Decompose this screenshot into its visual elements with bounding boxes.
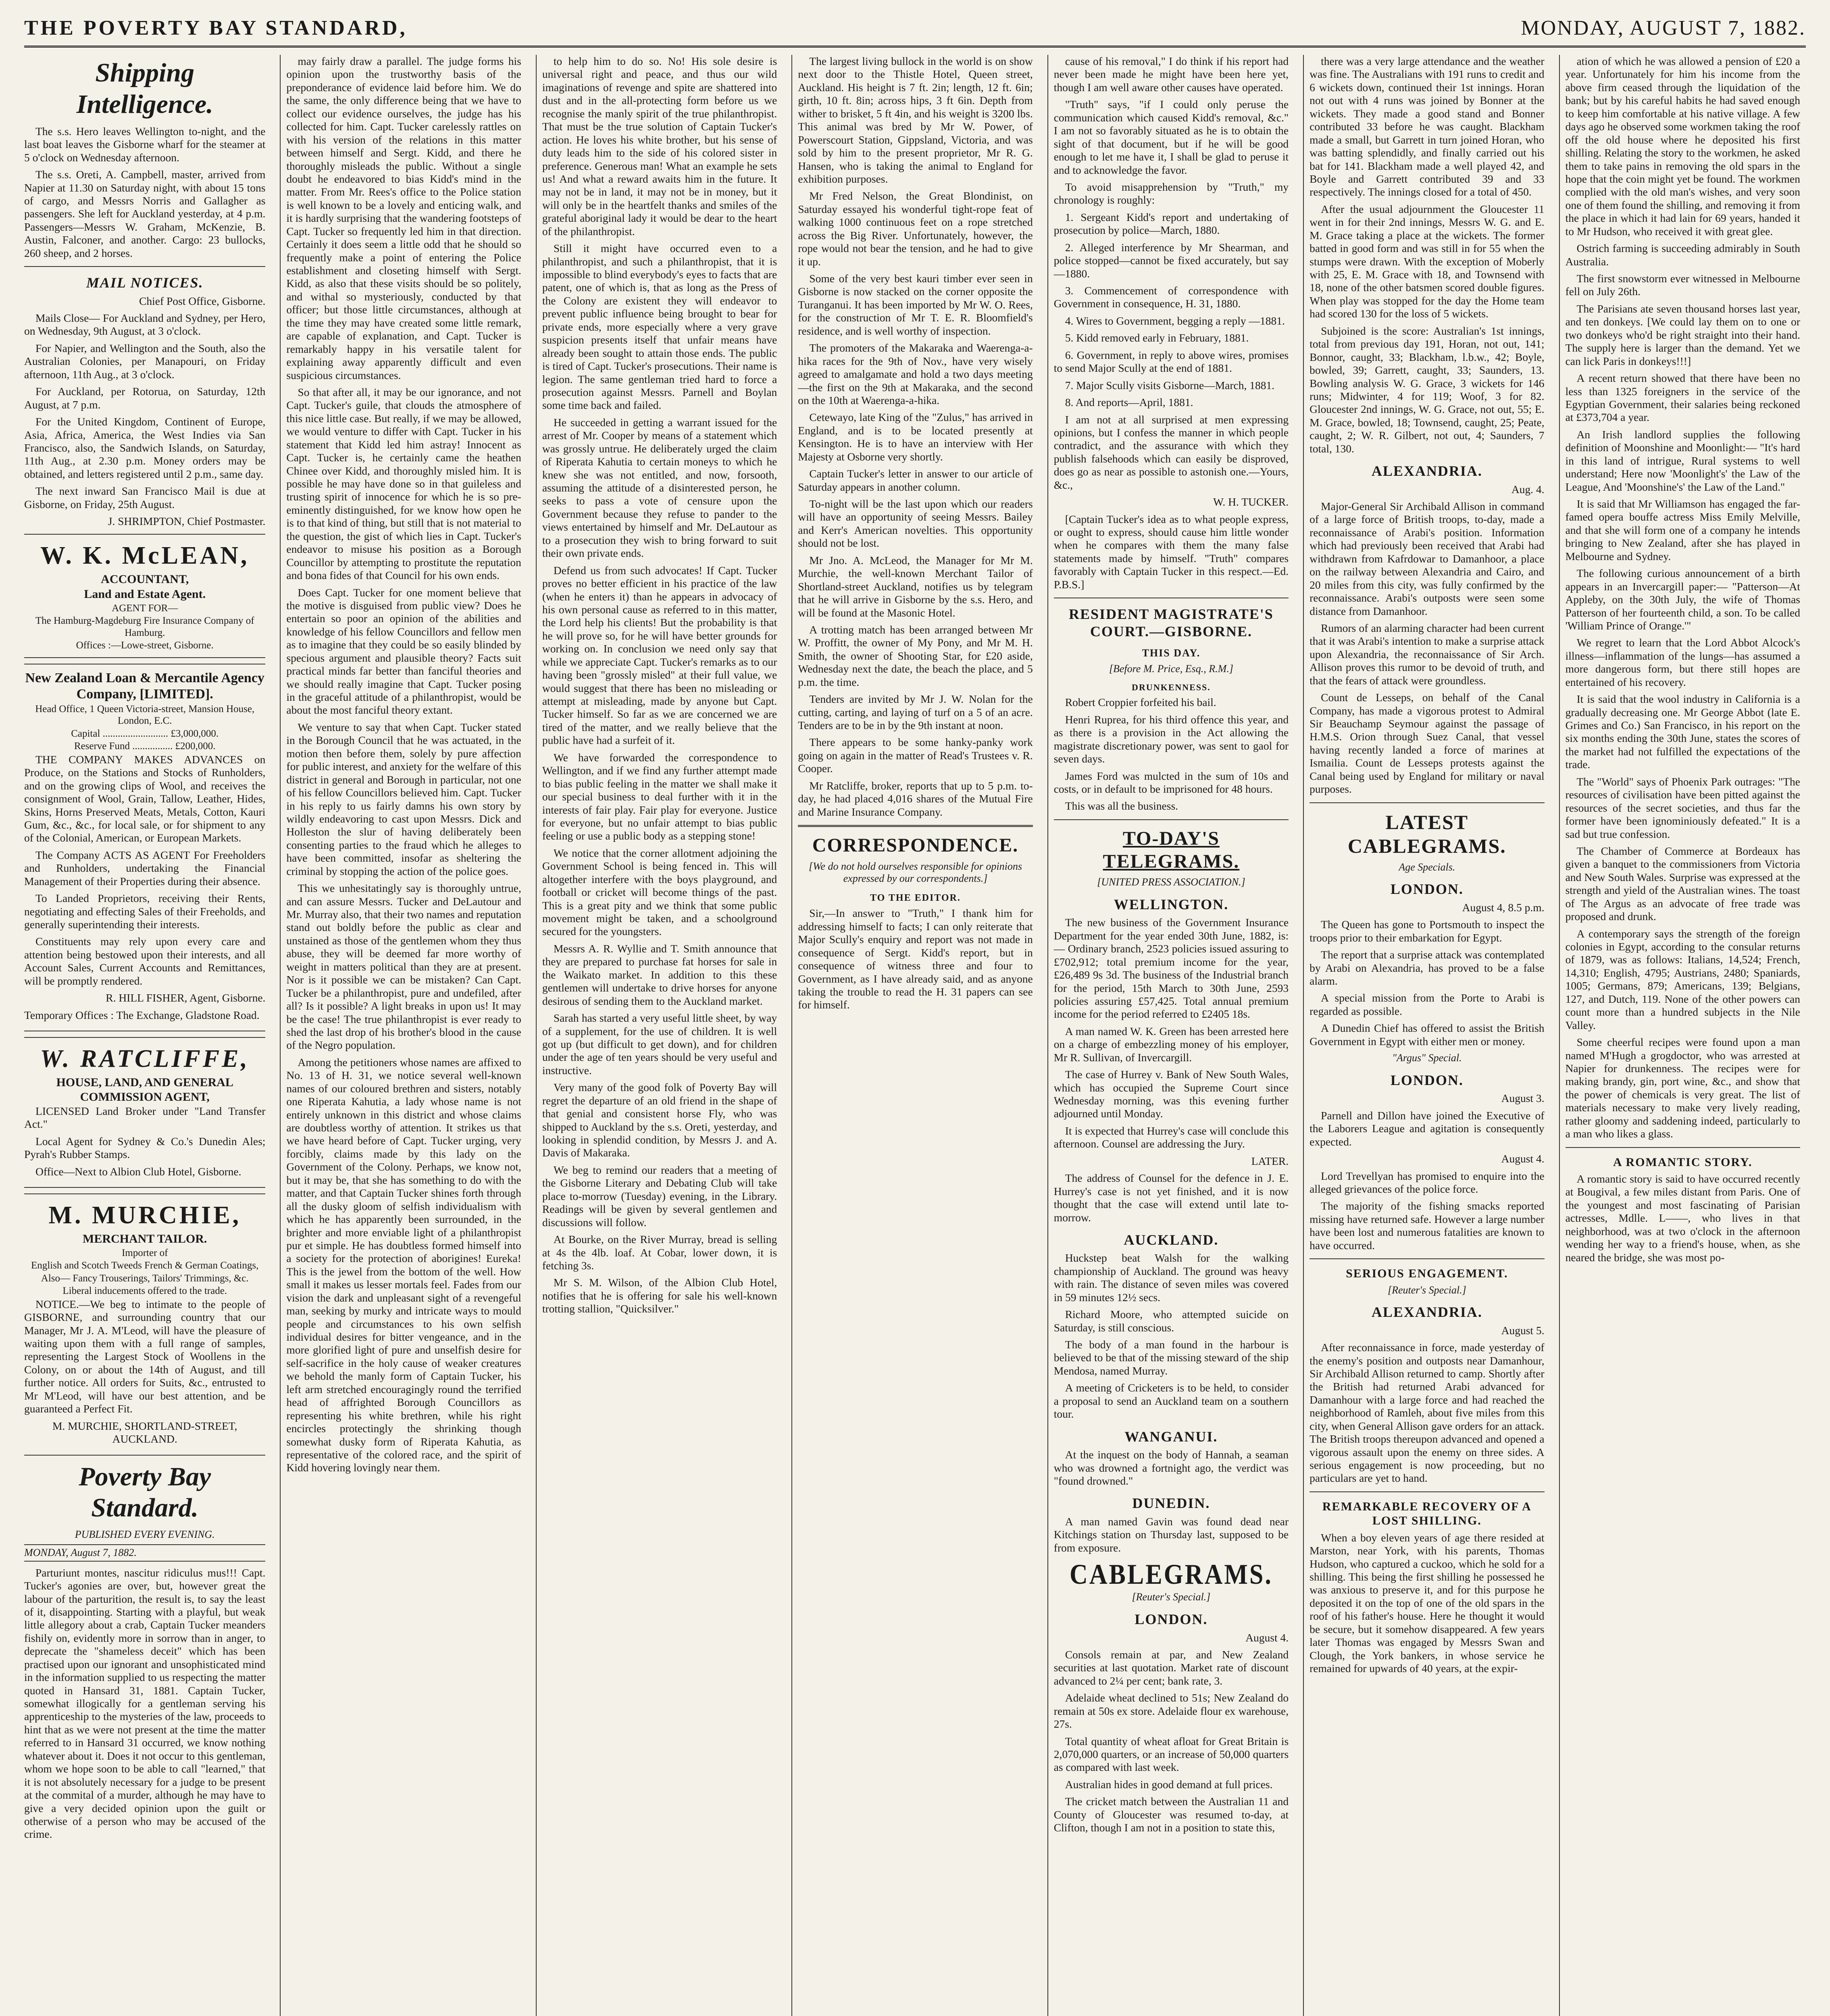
rm-court-heading: RESIDENT MAGISTRATE'S COURT.—GISBORNE. <box>1069 606 1274 639</box>
london-body <box>1054 1648 1289 1835</box>
paragraph: 2. Alleged interference by Mr Shearman, and police stopped—cannot be fixed accurately, but say—1880. <box>1053 241 1289 280</box>
alexandria2-body: After reconnaissance in force, made yesterday of the enemy's position and outposts near Damanhour, Sir Archibald Allison returned to camp. Shortly after the British had returned Arabi advanced for Damanhour with a large force and had reached the neighborhood of Ramleh, about five miles from this city, when General Allison gave orders for an attack. The British troops thereupon advanced and opened a vigorous assault upon the enemy on three sides. A serious engagement is now proceeding, but no particulars are yet to hand. <box>1310 1341 1545 1485</box>
divider <box>1310 1491 1544 1492</box>
paragraph: A man named W. K. Green has been arrested here on a charge of embezzling money of his employer, Mr R. Sullivan, of Invercargill. <box>1053 1025 1289 1064</box>
paragraph: Importer of <box>121 1247 168 1258</box>
paragraph: This was all the business. <box>1065 800 1178 812</box>
dunedin-heading: DUNEDIN. <box>1132 1495 1210 1512</box>
ad-ratcliffe <box>24 1037 265 1188</box>
paragraph: The cricket match between the Australian 11 and County of Gloucester was resumed to-day, at Clifton, though I am not in a position to state this, <box>1053 1795 1289 1834</box>
paragraph: Captain Tucker's letter in answer to our article of Saturday appears in another column. <box>798 467 1033 493</box>
ad-nz-loan <box>24 664 265 1032</box>
paragraph: 3. Commencement of correspondence with Government in consequence, H. 31, 1880. <box>1053 284 1289 310</box>
paragraph: Tenders are invited by Mr J. W. Nolan for the cutting, carting, and laying of turf on a 5 of an acre. Tenders are to be in by the 9th instant at noon. <box>798 693 1033 731</box>
divider <box>1054 819 1289 820</box>
later-body: The address of Counsel for the defence in J. E. Hurrey's case is not yet finished, and it is now thought that the case will extend until late to-morrow. <box>1053 1172 1289 1224</box>
paragraph: "Truth" says, "if I could only peruse the communication which caused Kidd's removal, &c." I am not so favorably situated as he is to obtain the sight of that document, but if he will be good enough to let me have it, I shall be glad to peruse it and to acknowledge the favor. <box>1053 98 1289 176</box>
paragraph: A recent return showed that there have been no less than 1325 foreigners in the service of the Egyptian Government, their salaries being reckoned at £373,704 a year. <box>1565 372 1800 424</box>
auckland-body <box>1054 1252 1289 1420</box>
wanganui-heading: WANGANUI. <box>1124 1428 1218 1445</box>
serious-engagement-sub: [Reuter's Special.] <box>1387 1284 1466 1296</box>
paragraph: The s.s. Hero leaves Wellington to-night, and the last boat leaves the Gisborne wharf for the steamer at 5 o'clock on Wednesday afternoon. <box>24 125 266 164</box>
paragraph: Henri Ruprea, for his third offence this year, and as there is a provision in the Act allowing the magistrate discretionary power, was sent to gaol for seven days. <box>1053 713 1289 765</box>
paragraph: The Hamburg-Magdeburg Fire Insurance Company of Hamburg. <box>35 615 254 638</box>
editorial-continued <box>286 55 521 1475</box>
miscellany <box>1566 55 1800 1141</box>
paragraph: cause of his removal," I do think if his report had never been made he might have been here yet, though I am well aware other causes have operated. <box>1053 55 1289 94</box>
paper-date: MONDAY, August 7, 1882. <box>24 1546 137 1558</box>
ad-ratcliffe-lines <box>24 1105 265 1178</box>
paragraph: Still it might have occurred even to a philanthropist, and such a philanthropist, that it is impossible to blind everybody's eyes to facts that are patent, one of which is, that as long as the Press of the Colony are existent they will endeavor to prevent public influence being brought to bear for private ends, more especially where a very grave suspicion presents itself that unfair means have already been sought to attain those ends. The public is tired of Capt. Tucker's prosecutions. Their name is legion. The same gentleman tried hard to force a prosecution against Messrs. Parnell and Boylan some time back and failed. <box>542 242 777 412</box>
shipping-heading: Shipping Intelligence. <box>76 58 213 119</box>
ad-mclean-lines <box>24 602 265 652</box>
mail-office: Chief Post Office, Gisborne. <box>139 294 266 307</box>
paragraph: Rumors of an alarming character had been current that it was Arabi's intention to make a surprise attack upon Alexandria, the reconnaissance of Sir Arch. Allison proves this rumor to be devoid of truth, and that the fears of attack were groundless. <box>1310 621 1545 687</box>
alexandria-heading: ALEXANDRIA. <box>1371 463 1482 479</box>
paragraph: Cetewayo, late King of the "Zulus," has arrived in England, and is to be located presently at Kensington. He is to have an interview with Her Majesty at Osborne very shortly. <box>798 411 1033 463</box>
paragraph: The Chamber of Commerce at Bordeaux has given a banquet to the commissioners from Victoria and New South Wales. Surprise was expressed at the strength and yield of the Australian wines. The toast of The Argus as an advocate of free trade was proposed and drunk. <box>1565 844 1800 923</box>
paragraph: Offices :—Lowe-street, Gisborne. <box>76 640 214 651</box>
paragraph: THE COMPANY MAKES ADVANCES on Produce, on the Stations and Stocks of Runholders, and on the growing clips of Wool, and receives the consignment of Wool, Grain, Tallow, Leather, Hides, Skins, Horns Preserved Meats, Metals, Cotton, Kauri Gum, &c., &c., for local sale, or for shipment to any of the Colonial, American, or European Markets. <box>24 753 266 844</box>
ad-mclean-sub2: Land and Estate Agent. <box>84 587 206 601</box>
paragraph: Defend us from such advocates! If Capt. Tucker proves no better efficient in his practice of the law (when he enters it) than he appears in advocacy of his own personal cause as referred to in this matter, the Lord help his clients! But the probability is that he will prove so, for he will have better grounds for working on. In conclusion we need only say that while we appreciate Capt. Tucker's remarks as to our having been "grossly misled" at their full value, we would suggest that there has been no misleading or attempt at misleading, made by anyone but Capt. Tucker himself. So far as we are concerned we are tired of the matter, and we really believe that the public have had a surfeit of it. <box>542 564 777 747</box>
correspondence-heading: CORRESPONDENCE. <box>812 835 1019 856</box>
paragraph: Office—Next to Albion Club Hotel, Gisborne. <box>35 1165 242 1178</box>
cricket-report <box>1310 55 1544 455</box>
london3-date: August 3. <box>1501 1092 1545 1105</box>
local-news <box>542 55 777 1316</box>
alexandria2-heading: ALEXANDRIA. <box>1371 1304 1482 1320</box>
paragraph: Local Agent for Sydney & Co.'s Dunedin Ales; Pyrah's Rubber Stamps. <box>24 1135 266 1161</box>
paragraph: Major-General Sir Archibald Allison in command of a large force of British troops, to-day, made a reconnaissance of Arabi's position. Information which had previously been received that Arabi had withdrawn from Kafrdowar to Damanhoor, a place on the railway between Alexandria and Cairo, and 20 miles from this city, was fully confirmed by the reconnaissance. Arabi's outposts were seen some distance from Damanhoor. <box>1310 500 1545 617</box>
london3-date2: August 4. <box>1501 1152 1545 1165</box>
wanganui-body: At the inquest on the body of Hannah, a seaman who was drowned a fortnight ago, the verdict was "found drowned." <box>1053 1448 1289 1487</box>
paragraph: The largest living bullock in the world is on show next door to the Thistle Hotel, Queen street, Auckland. His height is 7 ft. 2in; length, 12 ft. 6in; girth, 10 ft. 8in; across hips, 3 ft 6in. Depth from wither to brisket, 5 ft 4in, and his weight is 3200 lbs. This animal was bred by Mr W. Power, of Powerscourt Station, Gippsland, Victoria, and was sold by him to the present proprietor, Mr R. G. Hansen, who is taking the animal to England for exhibition purposes. <box>798 55 1033 185</box>
paragraph: To avoid misapprehension by "Truth," my chronology is roughly: <box>1053 180 1289 206</box>
paragraph: Mr Fred Nelson, the Great Blondinist, on Saturday essayed his wonderful tight-rope feat of walking 1000 continuous feet on a rope stretched across the Big River. Unfortunately, however, the rope would not bear the tension, and he had to give it up. <box>798 190 1033 268</box>
ad-ratcliffe-sub: HOUSE, LAND, AND GENERAL COMMISSION AGENT, <box>56 1076 233 1104</box>
column-6 <box>1303 55 1550 2016</box>
romantic-story-heading: A ROMANTIC STORY. <box>1613 1155 1753 1169</box>
correspondence-to: TO THE EDITOR. <box>870 893 961 904</box>
paper-dateline <box>24 1544 265 1562</box>
paragraph: Does Capt. Tucker for one moment believe that the motive is disguised from public view? Does he entertain so poor an opinion of the abilities and knowledge of his fellow Councillors and fellow men as to imagine that they could be so easily blinded by specious argument and plausible theory? Facts suit practical minds far better than fanciful theories and we should really imagine that Capt. Tucker posing in the graceful attitude of a philanthropist, would be about the most fanciful theory extant. <box>286 586 521 716</box>
paragraph: For the United Kingdom, Continent of Europe, Asia, Africa, America, the West Indies via San Francisco, also, the Sandwich Islands, on Saturday, 11th Aug., at 2.30 p.m. Money orders may be obtained, and letters registered until 2 p.m., same day. <box>24 415 266 480</box>
paragraph: James Ford was mulcted in the sum of 10s and costs, or in default to be imprisoned for 48 hours. <box>1053 769 1289 796</box>
local-news-2 <box>798 55 1033 818</box>
paragraph: The report that a surprise attack was contemplated by Arabi on Alexandria, has proved to be a false alarm. <box>1310 948 1545 987</box>
paragraph: Mr Ratcliffe, broker, reports that up to 5 p.m. to-day, he had placed 4,016 shares of the Mutual Fire and Marine Insurance Company. <box>798 779 1033 818</box>
paragraph: Mails Close— For Auckland and Sydney, per Hero, on Wednesday, 9th August, at 3 o'clock. <box>24 312 266 337</box>
paragraph: The following curious announcement of a birth appears in an Invercargill paper:— "Patterson—At Appleby, on the 30th July, the wife of Thomas Patterson of her fourteenth child, a son. To be called 'William Prince of Orange.'" <box>1565 567 1800 632</box>
paragraph: Lord Trevellyan has promised to enquire into the alleged grievances of the police force. <box>1310 1169 1545 1195</box>
paragraph: We have forwarded the correspondence to Wellington, and if we find any further attempt made to bias public feeling in the matter we shall make it our special business to deal further with it in the interests of fair play. Fair play for everyone. Justice for everyone, but no unfair attempt to bias public feeling or use a public body as a stepping stone! <box>542 751 777 842</box>
paragraph: Also— Fancy Trouserings, Tailors' Trimmings, &c. <box>41 1272 249 1284</box>
paragraph: Parturiunt montes, nascitur ridiculus mus!!! Capt. Tucker's agonies are over, but, however great the labour of the parturition, the result is, to say the least of it, disappointing. Starting with a playful, but weak little allegory about a crab, Captain Tucker meanders fishily on, evidently more in sorrow than in anger, to deprecate the "shameless deceit" which has been practised upon our ignorant and unsophisticated mind in the information supplied to us respecting the matter quoted in Hansard 31, 1881. Captain Tucker, somewhat illogically for a gentleman serving his apprenticeship to the mysteries of the law, proceeds to hint that as we were not present at the time the matter referred to in Hansard 31 occurred, we know nothing whatever about it. Does it not occur to this gentleman, whom we hope soon to be able to call "learned," that it is not absolutely necessary for a judge to be present at the commital of a murder, although he may have to give a very decided opinion upon the guilt or otherwise of a person who may be accused of the crime. <box>24 1566 266 1841</box>
cablegrams-heading: CABLEGRAMS. <box>1069 1559 1273 1591</box>
paragraph: There appears to be some hanky-panky work going on again in the matter of Read's Trustees v. R. Cooper. <box>798 736 1033 775</box>
ad-ratcliffe-name: W. RATCLIFFE, <box>40 1045 250 1073</box>
london-date: August 4. <box>1245 1631 1289 1644</box>
paragraph: The Company ACTS AS AGENT For Freeholders and Runholders, undertaking the Financial Management of their Properties during their absence. <box>24 848 266 887</box>
latest-cablegrams-heading: LATEST CABLEGRAMS. <box>1347 810 1506 857</box>
divider <box>1566 1147 1800 1148</box>
cablegrams-sub: [Reuter's Special.] <box>1132 1591 1211 1603</box>
column-5 <box>1047 55 1294 2016</box>
paragraph: A meeting of Cricketers is to be held, to consider a proposal to send an Auckland team on a southern tour. <box>1053 1381 1289 1420</box>
paragraph: The promoters of the Makaraka and Waerenga-a-hika races for the 9th of Nov., have very wisely agreed to amalgamate and hold a two days meeting—the first on the 9th at Makaraka, and the second on the 10th at Waerenga-a-hika. <box>798 342 1033 406</box>
ad-nz-loan-capital: Capital .......................... £3,000,000. <box>71 728 219 739</box>
paragraph: For Napier, and Wellington and the South, also the Australian Colonies, per Manapouri, on Friday afternoon, 11th Aug., at 3 o'clock. <box>24 342 266 381</box>
paragraph: ation of which he was allowed a pension of £20 a year. Unfortunately for him his income from the above firm ceased through the liquidation of the bank; but by his careful habits he had saved enough to keep him comfortable at his native village. A few days ago he observed some workmen taking the roof off the old house where he deposited his first shilling. Relating the story to the workmen, he asked them to take pains in removing the old spars in the hope that the coin might yet be found. The workmen complied with the old man's wishes, and very soon one of them found the shilling, and removing it from the place in which it had lain for 69 years, handed it to Mr Hudson, who received it with great glee. <box>1565 55 1800 237</box>
paragraph: Australian hides in good demand at full prices. <box>1065 1778 1273 1791</box>
mail-heading: MAIL NOTICES. <box>86 275 204 291</box>
paragraph: At Bourke, on the River Murray, bread is selling at 4s the 4lb. loaf. At Cobar, lower down, it is fetching 3s. <box>542 1233 777 1272</box>
london2-date: August 4, 8.5 p.m. <box>1462 901 1545 914</box>
correspondence-continued <box>1054 55 1289 492</box>
paragraph: He succeeded in getting a warrant issued for the arrest of Mr. Cooper by means of a statement which was grossly untrue. He deliberately urged the claim of Riperata Kahutia to certain moneys to which he knew she was not entitled, and now, forsooth, assuming the attitude of a disinterested person, he seeks to pass a vote of censure upon the Government because they refuse to pander to the views entertained by himself and Mr. DeLautour as to a prosecution they wish to bring forward to suit their own private ends. <box>542 416 777 560</box>
paragraph: 6. Government, in reply to above wires, promises to send Major Scully at the end of 1881. <box>1053 348 1289 375</box>
ad-nz-loan-reserve: Reserve Fund ................ £200,000. <box>74 741 216 752</box>
editor-note: [Captain Tucker's idea as to what people express, or ought to express, should cause him little wonder when he compares with them the many false statements made by himself. "Truth" compares favorably with Captain Tucker in this respect.—Ed. P.B.S.] <box>1053 512 1289 591</box>
columns <box>24 55 1806 2016</box>
column-1 <box>24 55 271 2016</box>
paragraph: The "World" says of Phoenix Park outrages: "The resources of civilisation have been pitted against the resources of the secret societies, and thus far the former have been ignominiously defeated." It is a sad but true confession. <box>1565 775 1800 840</box>
paragraph: there was a very large attendance and the weather was fine. The Australians with 191 runs to credit and 6 wickets down, continued their 1st innings. Horan not out with 4 runs was joined by Bonner at the wickets. They made a good stand and Bonner contributed 33 before he was caught. Blackham made a small, but Garrett in turn joined Horan, who was batting splendidly, and finally carried out his bat for 141. Blackham made a well played 42, and Boyle and Garrett contributed 39 and 33 respectively. The innings closed for a total of 450. <box>1310 55 1545 198</box>
mail-signature: J. SHRIMPTON, Chief Postmaster. <box>108 515 266 528</box>
ad-murchie <box>24 1193 265 1455</box>
paragraph: For Auckland, per Rotorua, on Saturday, 12th August, at 7 p.m. <box>24 385 266 411</box>
paper-title: Poverty Bay Standard. <box>79 1462 211 1523</box>
paragraph: Huckstep beat Walsh for the walking championship of Auckland. The ground was heavy with rain. The distance of seven miles was covered in 59 minutes 12½ secs. <box>1053 1252 1289 1304</box>
london3-body <box>1310 1109 1544 1148</box>
column-4 <box>791 55 1038 2016</box>
masthead <box>24 16 1806 48</box>
paragraph: 4. Wires to Government, begging a reply —1881. <box>1065 314 1285 327</box>
paragraph: Total quantity of wheat afloat for Great Britain is 2,070,000 quarters, or an increase of 50,000 quarters as compared with last week. <box>1053 1735 1289 1774</box>
column-7 <box>1559 55 1806 2016</box>
paragraph: To Landed Proprietors, receiving their Rents, negotiating and effecting Sales of their Freeholds, and generally superintending their interests. <box>24 892 266 931</box>
romantic-story-body: A romantic story is said to have occurred recently at Bougival, a few miles distant from Paris. One of the youngest and most fascinating of Parisian actresses, Mdlle. L——, who lives in that neighborhood, was at two o'clock in the afternoon wending her way to a friend's house, when, as she neared the bridge, she was most po- <box>1565 1172 1800 1264</box>
ad-murchie-notice: NOTICE.—We beg to intimate to the people of GISBORNE, and surrounding country that our Manager, Mr J. A. M'Leod, will have the pleasure of waiting upon them with a full range of samples, representing the Largest Stock of Woollens in the Colony, on or about the 14th of August, and till further notice. All orders for Suits, &c., entrusted to Mr M'Leod, will have our best attention, and be guaranteed a Perfect Fit. <box>24 1297 266 1415</box>
paragraph: Mr Jno. A. McLeod, the Manager for Mr M. Murchie, the well-known Merchant Tailor of Shortland-street Auckland, notifies us by telegram that he will arrive in Gisborne by the s.s. Hero, and will be found at the Masonic Hotel. <box>798 554 1033 619</box>
alexandria2-date: August 5. <box>1501 1324 1545 1337</box>
shipping-list <box>24 125 265 260</box>
paragraph: The case of Hurrey v. Bank of New South Wales, which has occupied the Supreme Court since Wednesday morning, was this evening further adjourned until Monday. <box>1053 1068 1289 1120</box>
telegrams-sub: [UNITED PRESS ASSOCIATION.] <box>1097 876 1245 888</box>
paragraph: 8. And reports—April, 1881. <box>1065 396 1193 409</box>
london3-heading: LONDON. <box>1390 1072 1464 1088</box>
paragraph: The first snowstorm ever witnessed in Melbourne fell on July 26th. <box>1565 272 1800 298</box>
auckland-heading: AUCKLAND. <box>1124 1231 1219 1248</box>
london3-body2 <box>1310 1170 1544 1252</box>
london2-body <box>1310 918 1544 1048</box>
paragraph: A special mission from the Porte to Arabi is regarded as possible. <box>1310 991 1545 1017</box>
paragraph: A trotting match has been arranged between Mr W. Proffitt, the owner of My Pony, and Mr M. H. Smith, the owner of Shooting Star, for £20 aside, Wednesday next the date, the beach the place, and 5 p.m. the time. <box>798 623 1033 688</box>
paragraph: It is said that Mr Williamson has engaged the far-famed opera bouffe actress Miss Emily Melville, and that she will form one of a company he intends bringing to New Zealand, after she has played in Melbourne and Sydney. <box>1565 498 1800 562</box>
divider <box>1310 802 1544 803</box>
paragraph: So that after all, it may be our ignorance, and not Capt. Tucker's guile, that clouds the atmosphere of this nice little case. But really, if we may be allowed, we would venture to differ with Capt. Tucker in his statement that Kidd led him astray! Innocent as Capt. Tucker is, he certainly came the heathen Chinee over Kidd, and thoroughly misled him. It is possible he may have done so in that guileless and trusting spirit of innocence for which he is so pre-eminently distinguished, for we know how open he is to that kind of thing, but still that is not material to the question, the gist of which lies in Capt. Tucker's endeavor to misuse his position as a Borough Councillor by attempting to prostitute the reputation and bona fides of that Council for his own ends. <box>286 385 521 582</box>
paragraph: We venture to say that when Capt. Tucker stated in the Borough Council that he was actuated, in the motion then before them, solely by pure affection for public interest, and anxiety for the welfare of this district in general and Borough in particular, not one of his fellow Councillors believed him. Capt. Tucker in his reply to us fairly damns his own story by wildly endeavoring to cast upon Messrs. Dick and Holleston the slur of having deliberately been consenting parties to the fraud which he alleges to have been committed, insofar as sheltering the criminal by stopping the action of the police goes. <box>286 721 521 877</box>
paragraph: It is said that the wool industry in California is a gradually decreasing one. Mr George Abbot (late E. Grimes and Co.) San Francisco, in his report on the six months ending the 30th June, states the scores of the market had not fulfilled the expectations of the trade. <box>1565 693 1800 771</box>
paragraph: English and Scotch Tweeds French & German Coatings, <box>31 1260 259 1271</box>
paragraph: Very many of the good folk of Poverty Bay will regret the departure of an old friend in the shape of that genial and consistent horse Fly, who was shipped to Auckland by the s.s. Oreti, yesterday, and looking in splendid condition, by Messrs J. and A. Davis of Makaraka. <box>542 1081 777 1159</box>
paragraph: Messrs A. R. Wyllie and T. Smith announce that they are prepared to purchase fat horses for sale in the Waikato market. In addition to this these gentlemen will undertake to drive horses for anyone desirous of sending them to the Auckland market. <box>542 942 777 1007</box>
paragraph: We beg to remind our readers that a meeting of the Gisborne Literary and Debating Club will take place to-morrow (Tuesday) evening, in the Library. Readings will be given by several gentlemen and discussions will follow. <box>542 1163 777 1229</box>
paragraph: It is expected that Hurrey's case will conclude this afternoon. Counsel are addressing the Jury. <box>1053 1124 1289 1150</box>
alexandria-body <box>1310 500 1544 796</box>
ad-murchie-sub: MERCHANT TAILOR. <box>83 1232 207 1246</box>
paper-sub: PUBLISHED EVERY EVENING. <box>75 1529 215 1541</box>
column-3 <box>536 55 783 2016</box>
paragraph: The Queen has gone to Portsmouth to inspect the troops prior to their embarkation for Egypt. <box>1310 918 1545 944</box>
paragraph: The next inward San Francisco Mail is due at Gisborne, on Friday, 25th August. <box>24 485 266 510</box>
ad-murchie-lines <box>24 1247 265 1297</box>
paragraph: We notice that the corner allotment adjoining the Government School is being fenced in. This will altogether interfere with the boys playground, and football or cricket will become things of the past. This is a great pity and we think that some public movement might be taken, and a schoolground secured for the youngsters. <box>542 846 777 938</box>
rm-body <box>1054 696 1289 813</box>
paragraph: 1. Sergeant Kidd's report and undertaking of prosecution by police—March, 1880. <box>1053 210 1289 237</box>
shilling-heading: REMARKABLE RECOVERY OF A LOST SHILLING. <box>1322 1500 1532 1528</box>
ad-nz-loan-temp: Temporary Offices : The Exchange, Gladstone Road. <box>24 1008 260 1021</box>
divider <box>798 825 1033 827</box>
ad-mclean-sub: ACCOUNTANT, <box>101 572 189 586</box>
later-heading: LATER. <box>1251 1154 1289 1167</box>
ad-mclean-name: W. K. McLEAN, <box>40 541 250 569</box>
paragraph: Robert Croppier forfeited his bail. <box>1065 696 1216 709</box>
ad-nz-loan-body <box>24 753 265 987</box>
london2-heading: LONDON. <box>1390 881 1464 898</box>
correspondence-disclaimer: [We do not hold ourselves responsible for opinions expressed by our correspondents.] <box>809 860 1022 885</box>
paragraph: 7. Major Scully visits Gisborne—March, 1881. <box>1065 379 1275 392</box>
telegrams-heading: TO-DAY'S TELEGRAMS. <box>1103 827 1240 872</box>
paragraph: After the usual adjournment the Gloucester 11 went in for their 2nd innings, Messrs W. G. and E. M. Grace taking a place at the wickets. The former batted in good form and was still in for 55 when the stumps were drawn. With the exception of Moberly with 25, E. M. Grace with 18, and Townsend with 18, none of the other batsmen scored double figures. When play was stopped for the day the Home team had scored 130 for the loss of 5 wickets. <box>1310 202 1545 320</box>
paragraph: Adelaide wheat declined to 51s; New Zealand do remain at 50s ex store. Adelaide flour ex warehouse, 27s. <box>1053 1691 1289 1731</box>
rm-sub: DRUNKENNESS. <box>1132 682 1211 693</box>
paragraph: The Parisians ate seven thousand horses last year, and ten donkeys. [We could lay them on to one or two donkeys who'd be right straight into their hand. The supply here is larger than the demand. Yet we can lick Paris in donkeys!!!] <box>1565 302 1800 367</box>
paragraph: Sarah has started a very useful little sheet, by way of a supplement, for the use of children. It is well got up (but difficult to get down), and for children under the age of ten years should be very useful and instructive. <box>542 1012 777 1077</box>
london-heading: LONDON. <box>1135 1611 1208 1628</box>
masthead-date: MONDAY, AUGUST 7, 1882. <box>1521 17 1806 40</box>
paragraph: Consols remain at par, and New Zealand securities at last quotation. Market rate of discount advanced to 2¼ per cent; bank rate, 3. <box>1053 1648 1289 1687</box>
rm-before: [Before M. Price, Esq., R.M.] <box>1109 662 1233 675</box>
paragraph: The new business of the Government Insurance Department for the year ended 30th June, 1882, is:— Ordinary branch, 2523 policies issued assuring to £702,912; total premium income for the year, £26,489 9s 3d. The business of the Industrial branch for the period, 15th March to 30th June, 2593 policies assuring £57,425. Total annual premium income for the period referred to £2405 18s. <box>1053 916 1289 1020</box>
paragraph: 5. Kidd removed early in February, 1881. <box>1065 331 1249 344</box>
paragraph: Among the petitioners whose names are affixed to No. 13 of H. 31, we notice several well-known names of our coloured brethren and sisters, notably one Riperata Kahutia, a lady whose name is not entirely unknown in this district and whose claims are doubtless worthy of attention. It strikes us that we have heard before of Capt. Tucker urging, very forcibly, claims made by this lady on the Government of the Colony. Perhaps, we know not, but it may be, that she has something to do with the matter, and that Captain Tucker shines forth through all the dusky gloom of selfish individualism with which he has apparently been surrounded, in the brighter and more enviable light of a philanthropist pur et simple. He has doubtless formed himself into a society for the protection of aborigines! Eureka! This is the jewel from the bottom of the well. How small it makes us lesser mortals feel. Fades from our vision the dark and unpleasant sight of a revengeful man, seeking by murky and intricate ways to mould people and circumstances to his own selfish individual desires for bitter vengeance, and in the more glorified light of pure and unselfish desire for self-sacrifice in the holy cause of weaker creatures we behold the manly form of Captain Tucker, his left arm stretched encouragingly round the terrified head of affrighted Borough Councillors as representing his white brethren, while his right encircles protectingly the shrinking though somewhat dusky form of Riperata Kahutia, as representative of the colored race, and the spirit of Kidd hovering lovingly near them. <box>286 1056 521 1474</box>
ad-nz-loan-office: Head Office, 1 Queen Victoria-street, Mansion House, London, E.C. <box>35 703 255 727</box>
alexandria-date: Aug. 4. <box>1511 483 1545 496</box>
paragraph: The s.s. Oreti, A. Campbell, master, arrived from Napier at 11.30 on Saturday night, with about 15 tons of cargo, and Messrs Norris and Gallagher as passengers. She left for Auckland yesterday, at 4 p.m. Passengers—Messrs W. Graham, McKenzie, B. Austin, Falconer, and another. Cargo: 23 bullocks, 260 sheep, and 2 horses. <box>24 168 266 259</box>
paragraph: The majority of the fishing smacks reported missing have returned safe. However a large number have been lost and numerous fatalities are known to have occurred. <box>1310 1200 1545 1252</box>
ad-murchie-signature: M. MURCHIE, SHORTLAND-STREET, AUCKLAND. <box>52 1419 237 1445</box>
paragraph: Parnell and Dillon have joined the Executive of the Laborers League and agitation is consequently expected. <box>1310 1109 1545 1148</box>
paragraph: Subjoined is the score: Australian's 1st innings, total from previous day 191, Horan, not out, 141; Bonnor, caught, 33; Blackham, l.b.w., 42; Boyle, bowled, 39; Garrett, caught, 33; Saunders, 13. Bowling analysis W. G. Grace, 3 wickets for 146 runs; Midwinter, 4 for 119; Woof, 3 for 82. Gloucester 2nd innings, W. G. Grace, not out, 55; E. M. Grace, bowled, 18; Townsend, caught, 25; Peate, caught, 2; W. R. Gilbert, not out, 4; Saunders, 7 total, 130. <box>1310 324 1545 455</box>
rm-day: THIS DAY. <box>1142 647 1201 659</box>
paragraph: A contemporary says the strength of the foreign colonies in Egypt, according to the consular returns of 1879, was as follows: Italians, 14,524; French, 14,310; English, 4795; Austrians, 2480; Spaniards, 1005; Germans, 879; Americans, 139; Belgians, 127, and Dutch, 119. None of the other powers can count more than a hundred subjects in the Nile Valley. <box>1565 927 1800 1031</box>
correspondence-signature: W. H. TUCKER. <box>1213 496 1289 508</box>
serious-engagement-heading: SERIOUS ENGAGEMENT. <box>1346 1267 1508 1281</box>
paragraph: The body of a man found in the harbour is believed to be that of the missing steward of the ship Mendosa, named Murray. <box>1053 1338 1289 1377</box>
paragraph: LICENSED Land Broker under "Land Transfer Act." <box>24 1105 266 1131</box>
ad-murchie-name: M. MURCHIE, <box>48 1202 241 1229</box>
wellington-body <box>1054 916 1289 1150</box>
paragraph: AGENT FOR— <box>112 602 178 614</box>
mail-list <box>24 312 265 511</box>
paragraph: This we unhesitatingly say is thoroughly untrue, and can assure Messrs. Tucker and DeLautour and Mr. Murray also, that their two names and reputation stand out boldly before the public as clear and unstained as those of the gentlemen whom they thus abuse, they will be deemed far more worthy of weight in matters political than they are at present. Nor is it possible we can be mistaken? Can Capt. Tucker be a philanthropist, pure and undefiled, after all? Is it possible? A light breaks in upon us! It may be the case! The true philanthropist is ever ready to shed the last drop of his brother's blood in the cause of the Negro population. <box>286 882 521 1052</box>
column-2 <box>280 55 527 2016</box>
ad-nz-loan-name: New Zealand Loan & Mercantile Agency Company, [LIMITED]. <box>25 670 264 702</box>
paragraph: Some cheerful recipes were found upon a man named M'Hugh a grogdoctor, who was arrested at Napier for drunkenness. The recipes were for making brandy, gin, port wine, &c., and show that the power of chemicals is very great. The list of materials necessary to make very lively reading, rather gloomy and saddening indeed, particularly to a man who likes a glass. <box>1565 1036 1800 1140</box>
paragraph: To-night will be the last upon which our readers will have an opportunity of seeing Messrs. Bailey and Kerr's American novelties. This opportunity should not be lost. <box>798 498 1033 550</box>
masthead-title: THE POVERTY BAY STANDARD, <box>24 17 408 40</box>
ad-mclean <box>24 534 265 658</box>
paragraph: Mr S. M. Wilson, of the Albion Club Hotel, notifies that he is offering for sale his well-known trotting stallion, "Quicksilver." <box>542 1276 777 1315</box>
wellington-heading: WELLINGTON. <box>1114 896 1229 912</box>
argus-special: "Argus" Special. <box>1392 1052 1462 1064</box>
latest-cablegrams-sub: Age Specials. <box>1399 861 1455 873</box>
paragraph: Constituents may rely upon every care and attention being bestowed upon their interests, and all Account Sales, Current Accounts and Remittances, will be promptly rendered. <box>24 935 266 987</box>
paragraph: to help him to do so. No! His sole desire is universal right and peace, and thus our wild imaginations of revenge and spite are shattered into dust and in the all-protecting form before us we recognise the manly spirit of the true philanthropist. That must be the true solution of Captain Tucker's action. He loves his white brother, but his sense of duty leads him to the side of his colored sister in preference. Generous man! What an example he sets us! And what a reward awaits him in the future. It may not be in land, it may not be in money, but it will only be in the heartfelt thanks and smiles of the grateful aboriginal lady it would be dear to the heart of the philanthropist. <box>542 55 777 237</box>
editorial <box>24 1566 265 1841</box>
divider <box>24 266 265 267</box>
correspondence-body: Sir,—In answer to "Truth," I thank him for addressing himself to facts; I can only reiterate that Major Scully's enquiry and report was not made in consequence of Sergt. Kidd's report, but in consequence of witness three and four to Government, as I have already said, and as anyone taking the trouble to read the H. 31 papers can see for himself. <box>798 907 1033 1011</box>
paragraph: Liberal inducements offered to the trade. <box>62 1285 227 1297</box>
paragraph: I am not at all surprised at men expressing opinions, but I confess the manner in which people contradict, and the assurance with which they publish falsehoods which can easily be disproved, does go as near as possible to astonish one.—Yours, &c., <box>1053 413 1289 491</box>
paragraph: Ostrich farming is succeeding admirably in South Australia. <box>1565 242 1800 268</box>
divider <box>1310 1258 1544 1259</box>
paragraph: An Irish landlord supplies the following definition of Moonshine and Moonlight:— "It's hard in this land of intrigue, Rural systems to well understand; Here now 'Moonlight's' the Law of the League, And 'Moonshine's' the Law of the Land." <box>1565 428 1800 493</box>
paragraph: Richard Moore, who attempted suicide on Saturday, is still conscious. <box>1053 1308 1289 1334</box>
paragraph: Count de Lesseps, on behalf of the Canal Company, has made a vigorous protest to Admiral Sir Beauchamp Seymour against the passage of H.M.S. Orion through Suez Canal, that vessel having recently landed a force of marines at Ismailia. Count de Lesseps protests against the Canal being used by England for military or naval purposes. <box>1310 691 1545 796</box>
paragraph: may fairly draw a parallel. The judge forms his opinion upon the trustworthy basis of the preponderance of evidence laid before him. We do the same, the only difference being that we have to collect our evidence ourselves, the judge has his collected for him. Capt. Tucker carelessly rattles on with his version of the relations in this matter between himself and Sergt. Kidd, and there he thoroughly misleads the public. Without a single doubt he endeavored to bias Kidd's mind in the matter. From Mr. Rees's office to the Police station is well known to be a lovely and enticing walk, and it is hardly surprising that the wandering footsteps of Capt. Tucker so frequently led him in that direction. Certainly it does seem a little odd that he should so frequently make a point of entering the Police establishment and closeting himself with Sergt. Kidd, as also that these visits should be so politely, and withal so mysteriously, conducted by that officer; but those little circumstances, although at the time they may have created some little remark, are capable of explanation, and Capt. Tucker is remarkably happy in his versatile talent for explaining away apparently difficult and even suspicious circumstances. <box>286 55 521 381</box>
paragraph: Some of the very best kauri timber ever seen in Gisborne is now stacked on the corner opposite the Turanganui. It has been imported by Mr W. O. Rees, for the construction of Mr T. E. R. Bloomfield's residence, and is well worthy of inspection. <box>798 272 1033 337</box>
ad-nz-loan-signature: R. HILL FISHER, Agent, Gisborne. <box>106 991 266 1004</box>
paragraph: We regret to learn that the Lord Abbot Alcock's illness—inflammation of the lungs—has assumed a more dangerous form, but there still hopes are entertained of his recovery. <box>1565 636 1800 688</box>
dunedin-body: A man named Gavin was found dead near Kitchings station on Thursday last, supposed to be from exposure. <box>1053 1515 1289 1554</box>
paragraph: A Dunedin Chief has offered to assist the British Government in Egypt with either men or money. <box>1310 1022 1545 1048</box>
shilling-body: When a boy eleven years of age there resided at Marston, near York, with his parents, Thomas Hudson, who captured a cuckoo, which he sold for a shilling. This being the first shilling he possessed he was anxious to preserve it, and for this purpose he deposited it on the top of one of the old spars in the roof of his father's house. Here he thought it would be secure, but it somehow disappeared. A few years later Thomas was engaged by Messrs Swan and Clough, the York bankers, in whose service he remained for upwards of 40 years, at the expir- <box>1310 1531 1545 1675</box>
